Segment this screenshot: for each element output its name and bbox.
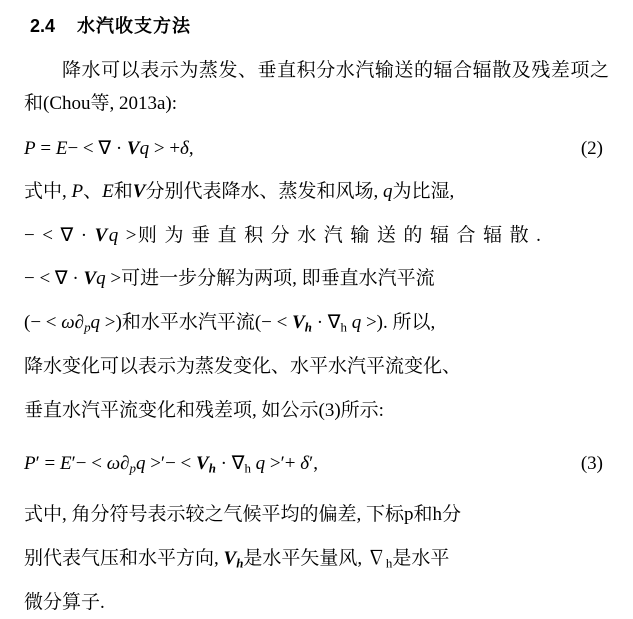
paragraph-intro: 降水可以表示为蒸发、垂直积分水汽输送的辐合辐散及残差项之和(Chou等, 2013a): [24,60,609,115]
equation-3-number: (3) [580,452,603,474]
paragraph-2-line-3: − < ∇ · Vq >可进一步分解为两项, 即垂直水汽平流 [24,268,435,290]
equation-2: P = E− < ∇ · Vq > +δ, [24,137,194,159]
paragraph-2-line-2: − < ∇ · Vq >则 为 垂 直 积 分 水 汽 输 送 的 辐 合 辐 散 . [24,224,543,246]
section-heading [30,12,633,38]
equation-3-row [24,448,609,480]
equation-3: $P' = E'- < \omega\partial_pq$ >′− < $V_h \cdot \nabla_h$ q >′+ δ′, [24,452,318,476]
paragraph-2-line-4: (− < $\omega\partial_pq$ >)和水平水汽平流(− < $V_h \cdot \nabla_h$ q >). 所以, [24,312,436,335]
paragraph-3-line-3: 微分算子. [24,591,105,613]
paragraph-2-line-6: 垂直水汽平流变化和残差项, 如公示(3)所示: [24,399,384,421]
paragraph-2-line-5: 降水变化可以表示为蒸发变化、水平水汽平流变化、 [24,356,462,378]
paragraph-2-line-1: 式中, P、E和V分别代表降水、蒸发和风场, q为比湿, [24,180,455,202]
paragraph-3-line-2: 别代表气压和水平方向, $V_h$是水平矢量风, $\nabla_h$是水平 [24,547,450,571]
section-title: 水汽收支方法 [77,16,192,36]
document-page [0,12,633,612]
section-number: 2.4 [30,16,56,36]
equation-2-row [24,133,609,165]
equation-2-number: (2) [580,137,603,159]
paragraph-3-line-1: 式中, 角分符号表示较之气候平均的偏差, 下标p和h分 [24,503,462,525]
